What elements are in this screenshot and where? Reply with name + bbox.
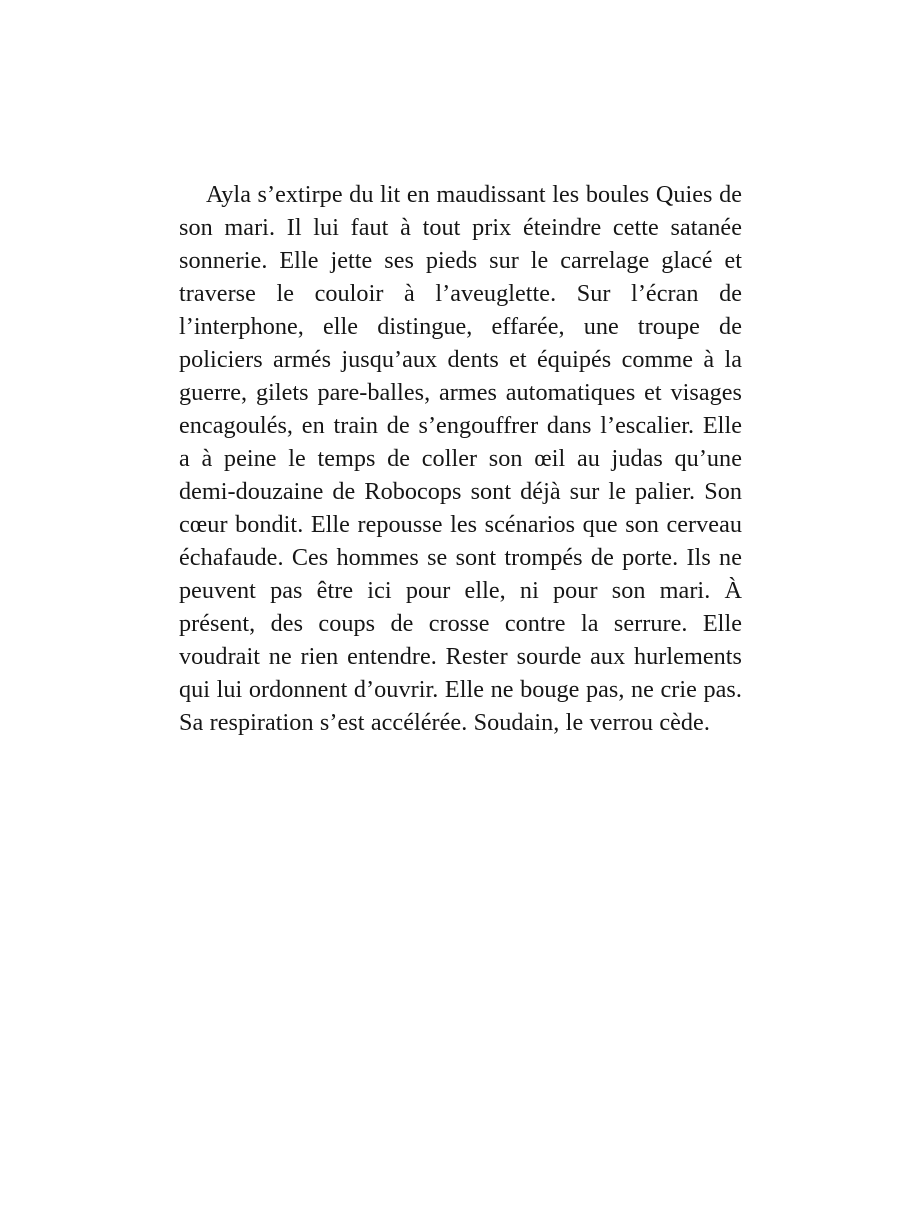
body-paragraph: Ayla s’extirpe du lit en maudissant les boules Quies de son mari. Il lui faut à tout prix éteindre cette satanée sonnerie. Elle jette ses pieds sur le carrelage glacé et traverse le couloir à l’aveuglette. Sur l’écran de l’interphone, elle distingue, effarée, une troupe de policiers armés jusqu’aux dents et équipés comme à la guerre, gilets pare-balles, armes automatiques et visages encagoulés, en train de s’engouffrer dans l’escalier. Elle a à peine le temps de coller son œil au judas qu’une demi-douzaine de Robocops sont déjà sur le palier. Son cœur bondit. Elle repousse les scénarios que son cerveau échafaude. Ces hommes se sont trompés de porte. Ils ne peuvent pas être ici pour elle, ni pour son mari. À présent, des coups de crosse contre la serrure. Elle voudrait ne rien entendre. Rester sourde aux hurlements qui lui ordonnent d’ouvrir. Elle ne bouge pas, ne crie pas. Sa respiration s’est accélérée. Soudain, le verrou cède. <box>179 181 742 736</box>
body-text-block <box>179 178 742 739</box>
